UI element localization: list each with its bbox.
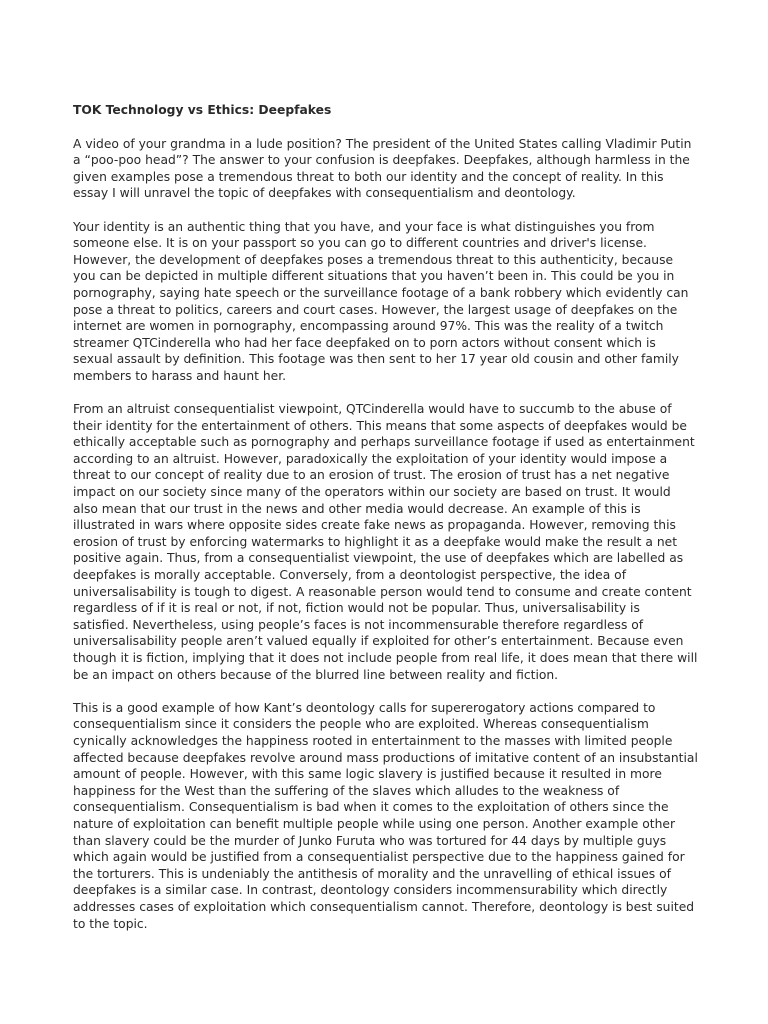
paragraph-identity: Your identity is an authentic thing that you have, and your face is what distinguishes you from someone else. It is on your passport so you can go to different countries and driver's license. However, the development of deepfakes poses a tremendous threat to this authenticity, because you can be depicted in multiple different situations that you haven’t been in. This could be you in pornography, saying hate speech or the surveillance footage of a bank robbery which evidently can pose a threat to politics, careers and court cases. However, the largest usage of deepfakes on the internet are women in pornography, encompassing around 97%. This was the reality of a twitch streamer QTCinderella who had her face deepfaked on to porn actors without consent which is sexual assault by definition. This footage was then sent to her 17 year old cousin and other family members to harass and haunt her. xyxy=(73,219,689,383)
document-title: TOK Technology vs Ethics: Deepfakes xyxy=(73,103,332,117)
paragraph-deontology: This is a good example of how Kant’s deontology calls for supererogatory actions compared to consequentialism since it considers the people who are exploited. Whereas consequentialism cynically acknowledges the happiness rooted in entertainment to the masses with limited people affected because deepfakes revolve around mass productions of imitative content of an insubstantial amount of people. However, with this same logic slavery is justified because it resulted in more happiness for the West than the suffering of the slaves which alludes to the weakness of consequentialism. Consequentialism is bad when it comes to the exploitation of others since the nature of exploitation can benefit multiple people while using one person. Another example other than slavery could be the murder of Junko Furuta who was tortured for 44 days by multiple guys which again would be justified from a consequentialist perspective due to the happiness gained for the torturers. This is undeniably the antithesis of morality and the unravelling of ethical issues of deepfakes is a similar case. In contrast, deontology considers incommensurability which directly addresses cases of exploitation which consequentialism cannot. Therefore, deontology is best suited to the topic. xyxy=(73,700,698,931)
paragraph-intro: A video of your grandma in a lude position? The president of the United States calling Vladimir Putin a “poo-poo head”? The answer to your confusion is deepfakes. Deepfakes, although harmless in the given examples pose a tremendous threat to both our identity and the concept of reality. In this essay I will unravel the topic of deepfakes with consequentialism and deontology. xyxy=(73,136,692,201)
paragraph-consequentialist: From an altruist consequentialist viewpoint, QTCinderella would have to succumb to the abuse of their identity for the entertainment of others. This means that some aspects of deepfakes would be ethically acceptable such as pornography and perhaps surveillance footage if used as entertainment according to an altruist. However, paradoxically the exploitation of your identity would impose a threat to our concept of reality due to an erosion of trust. The erosion of trust has a net negative impact on our society since many of the operators within our society are based on trust. It would also mean that our trust in the news and other media would decrease. An example of this is illustrated in wars where opposite sides create fake news as propaganda. However, removing this erosion of trust by enforcing watermarks to highlight it as a deepfake would make the result a net positive again. Thus, from a consequentialist viewpoint, the use of deepfakes which are labelled as deepfakes is morally acceptable. Conversely, from a deontologist perspective, the idea of universalisability is tough to digest. A reasonable person would tend to consume and create content regardless of if it is real or not, if not, fiction would not be popular. Thus, universalisability is satisfied. Nevertheless, using people’s faces is not incommensurable therefore regardless of universalisability people aren’t valued equally if exploited for other’s entertainment. Because even though it is fiction, implying that it does not include people from real life, it does mean that there will be an impact on others because of the blurred line between reality and fiction. xyxy=(73,402,698,682)
document-page xyxy=(73,102,698,949)
